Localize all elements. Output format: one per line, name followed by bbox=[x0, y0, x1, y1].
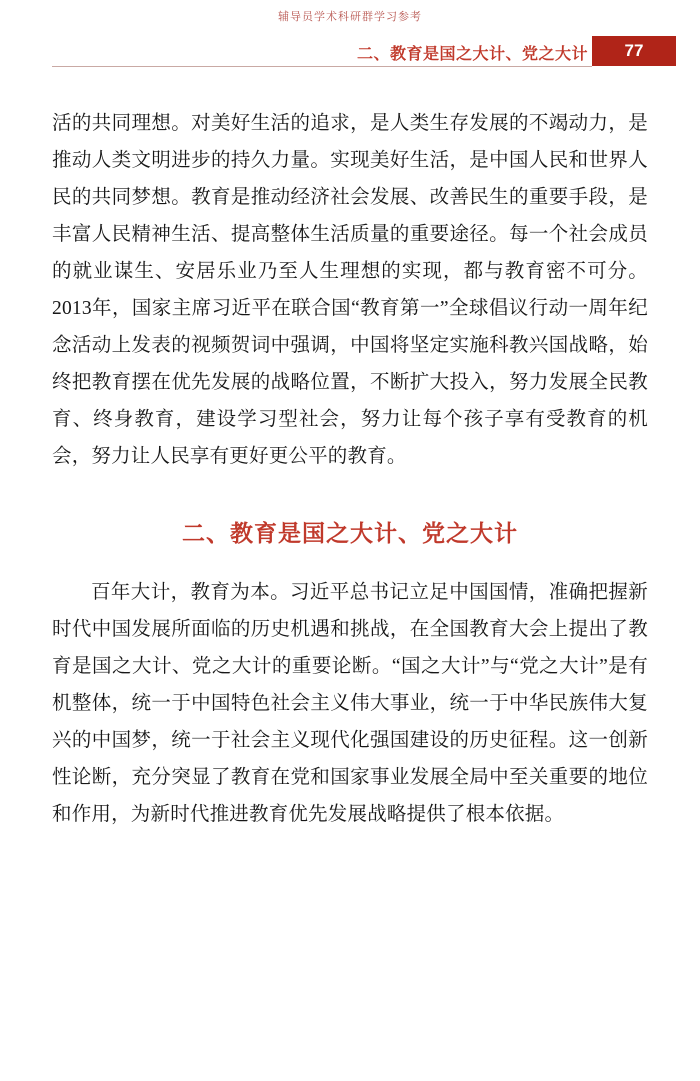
page-number: 77 bbox=[592, 36, 676, 66]
page-header bbox=[0, 36, 700, 66]
paragraph-continuation: 活的共同理想。对美好生活的追求，是人类生存发展的不竭动力，是推动人类文明进步的持久力量。实现美好生活，是中国人民和世界人民的共同梦想。教育是推动经济社会发展、改善民生的重要手段，是丰富人民精神生活、提高整体生活质量的重要途径。每一个社会成员的就业谋生、安居乐业乃至人生理想的实现，都与教育密不可分。2013年，国家主席习近平在联合国“教育第一”全球倡议行动一周年纪念活动上发表的视频贺词中强调，中国将坚定实施科教兴国战略，始终把教育摆在优先发展的战略位置，不断扩大投入，努力发展全民教育、终身教育，建设学习型社会，努力让每个孩子享有受教育的机会，努力让人民享有更好更公平的教育。 bbox=[52, 113, 648, 467]
paragraph-section-first: 百年大计，教育为本。习近平总书记立足中国国情，准确把握新时代中国发展所面临的历史机遇和挑战，在全国教育大会上提出了教育是国之大计、党之大计的重要论断。“国之大计”与“党之大计”是有机整体，统一于中国特色社会主义伟大事业，统一于中华民族伟大复兴的中国梦，统一于社会主义现代化强国建设的历史征程。这一创新性论断，充分突显了教育在党和国家事业发展全局中至关重要的地位和作用，为新时代推进教育优先发展战略提供了根本依据。 bbox=[52, 582, 648, 825]
page-content bbox=[52, 105, 648, 833]
header-rule bbox=[52, 66, 592, 67]
section-heading: 二、教育是国之大计、党之大计 bbox=[182, 521, 518, 546]
running-head-title: 二、教育是国之大计、党之大计 bbox=[356, 46, 588, 63]
watermark-text: 辅导员学术科研群学习参考 bbox=[278, 10, 422, 23]
